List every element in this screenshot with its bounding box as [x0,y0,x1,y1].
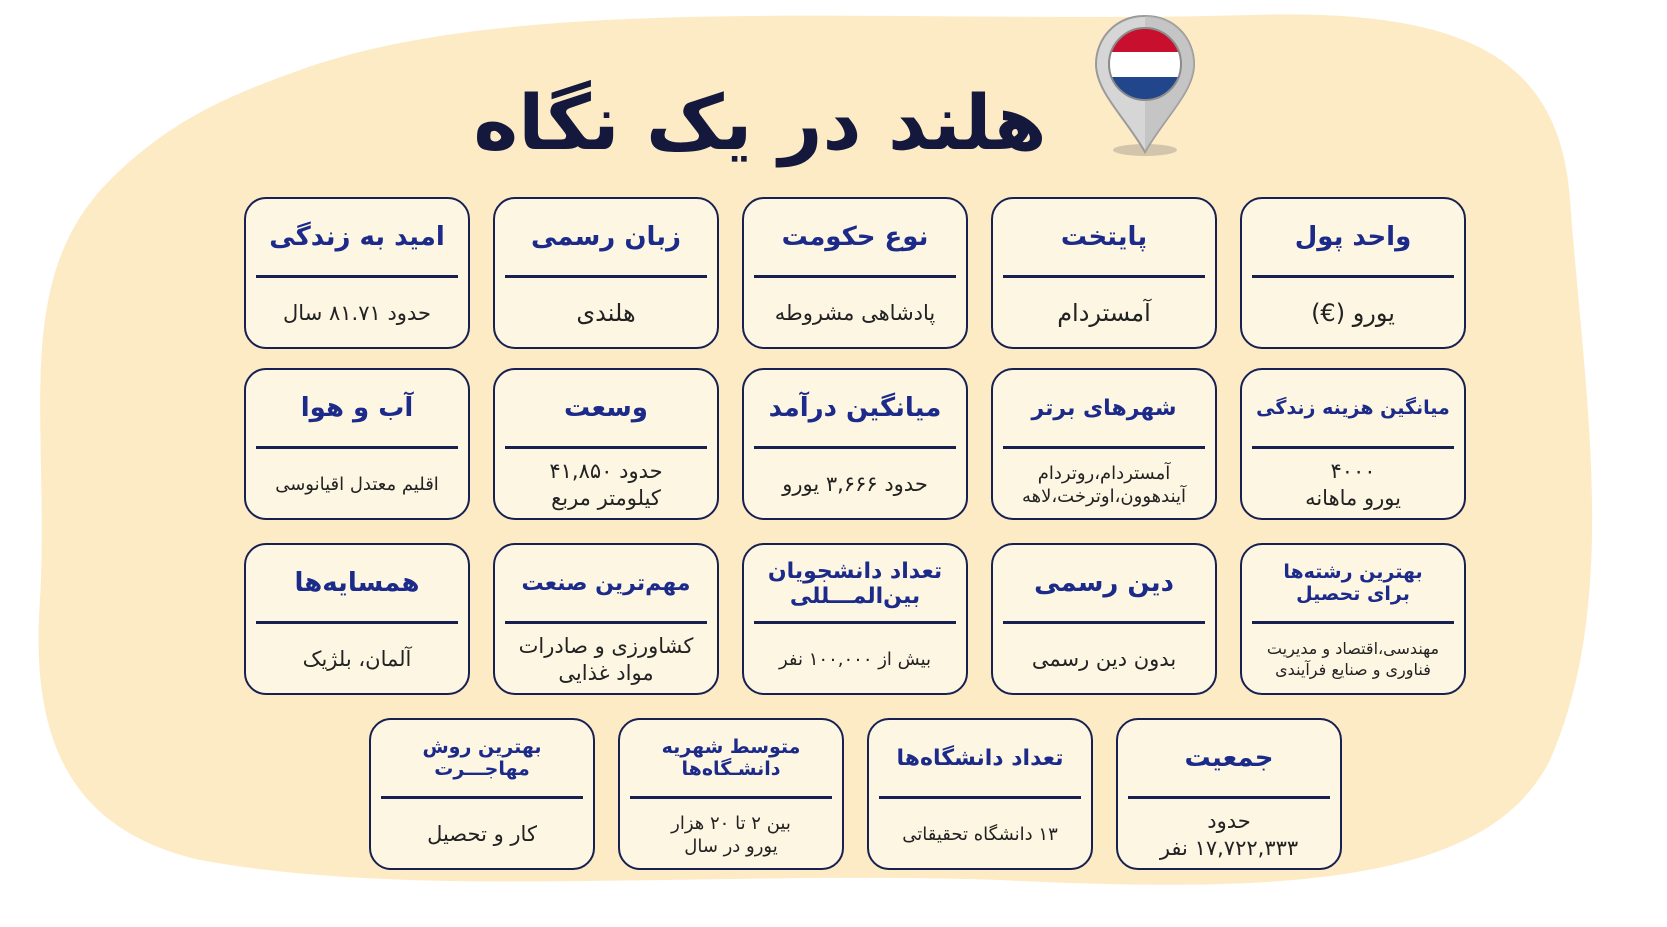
card-cost-of-living [1240,368,1466,520]
card-heading: بهترین رشته‌ها برای تحصیل [1283,561,1423,605]
card-heading: میانگین درآمد [768,393,942,424]
card-main-industry [493,543,719,695]
divider [1003,446,1205,449]
card-value: ۴۰۰۰ یورو ماهانه [1305,458,1401,510]
card-heading: جمعیت [1184,743,1274,774]
divider [256,446,458,449]
card-average-tuition [618,718,844,870]
divider [754,275,956,278]
title-area [440,70,1080,180]
card-value: حدود ۸۱.۷۱ سال [283,301,431,326]
card-value: مهندسی،اقتصاد و مدیریت فناوری و صنایع فرآیندی [1266,639,1440,679]
card-heading: میانگین هزینه زندگی [1256,397,1450,420]
card-heading: بهترین روش مهاجـــرت [422,736,542,780]
card-climate [244,368,470,520]
divider [1252,275,1454,278]
card-heading: امید به زندگی [269,222,445,253]
page-title: هلند در یک نگاه [473,78,1047,167]
card-value: حدود ۴۱,۸۵۰ کیلومتر مربع [549,458,663,510]
card-heading: شهرهای برتر [1031,396,1177,422]
card-top-cities [991,368,1217,520]
card-best-fields [1240,543,1466,695]
divider [1252,446,1454,449]
card-value: بین ۲ تا ۲۰ هزار یورو در سال [671,812,791,857]
card-heading: تعداد دانشگاه‌ها [896,746,1064,772]
card-value: آمستردام [1057,299,1151,328]
card-value: آمستردام،روتردام آیندهوون،اوترخت،لاهه [1021,462,1187,507]
card-heading: متوسط شهریه دانشـگاه‌ها [661,736,801,780]
card-area [493,368,719,520]
card-value: یورو (€) [1311,299,1395,328]
card-currency [1240,197,1466,349]
card-value: حدود ۳,۶۶۶ یورو [782,472,928,497]
divider [754,621,956,624]
card-value: بدون دین رسمی [1031,647,1177,672]
card-capital [991,197,1217,349]
card-value: پادشاهی مشروطه [774,301,936,326]
card-heading: واحد پول [1294,222,1412,253]
card-best-immigration-method [369,718,595,870]
card-heading: نوع حکومت [781,222,929,253]
card-heading: همسایه‌ها [294,568,420,599]
divider [1128,796,1330,799]
card-value: کار و تحصیل [427,822,537,847]
card-heading: پایتخت [1060,222,1148,253]
card-value: آلمان، بلژیک [302,647,412,672]
divider [879,796,1081,799]
card-government [742,197,968,349]
card-value: هلندی [576,299,636,328]
card-official-religion [991,543,1217,695]
card-average-income [742,368,968,520]
card-value: کشاورزی و صادرات مواد غذایی [518,633,694,685]
card-life-expectancy [244,197,470,349]
divider [256,621,458,624]
card-population [1116,718,1342,870]
divider [505,621,707,624]
card-value: حدود ۱۷,۷۲۲,۳۳۳ نفر [1159,808,1299,860]
card-number-of-universities [867,718,1093,870]
card-heading: وسعت [564,393,648,424]
divider [256,275,458,278]
card-value: ۱۳ دانشگاه تحقیقاتی [902,824,1058,846]
card-heading: دین رسمی [1034,568,1174,599]
divider [630,796,832,799]
divider [381,796,583,799]
card-heading: آب و هوا [300,393,414,424]
divider [505,446,707,449]
card-value: اقلیم معتدل اقیانوسی [275,474,439,496]
card-heading: زبان رسمی [531,222,682,253]
card-international-students [742,543,968,695]
map-pin-netherlands-flag-icon [1090,12,1200,162]
card-value: بیش از ۱۰۰,۰۰۰ نفر [778,649,932,671]
divider [1003,275,1205,278]
card-neighbors [244,543,470,695]
divider [1252,621,1454,624]
card-heading: تعداد دانشجویان بین‌المـــللی [767,558,943,609]
divider [754,446,956,449]
card-heading: مهم‌ترین صنعت [521,571,691,597]
divider [505,275,707,278]
divider [1003,621,1205,624]
card-language [493,197,719,349]
